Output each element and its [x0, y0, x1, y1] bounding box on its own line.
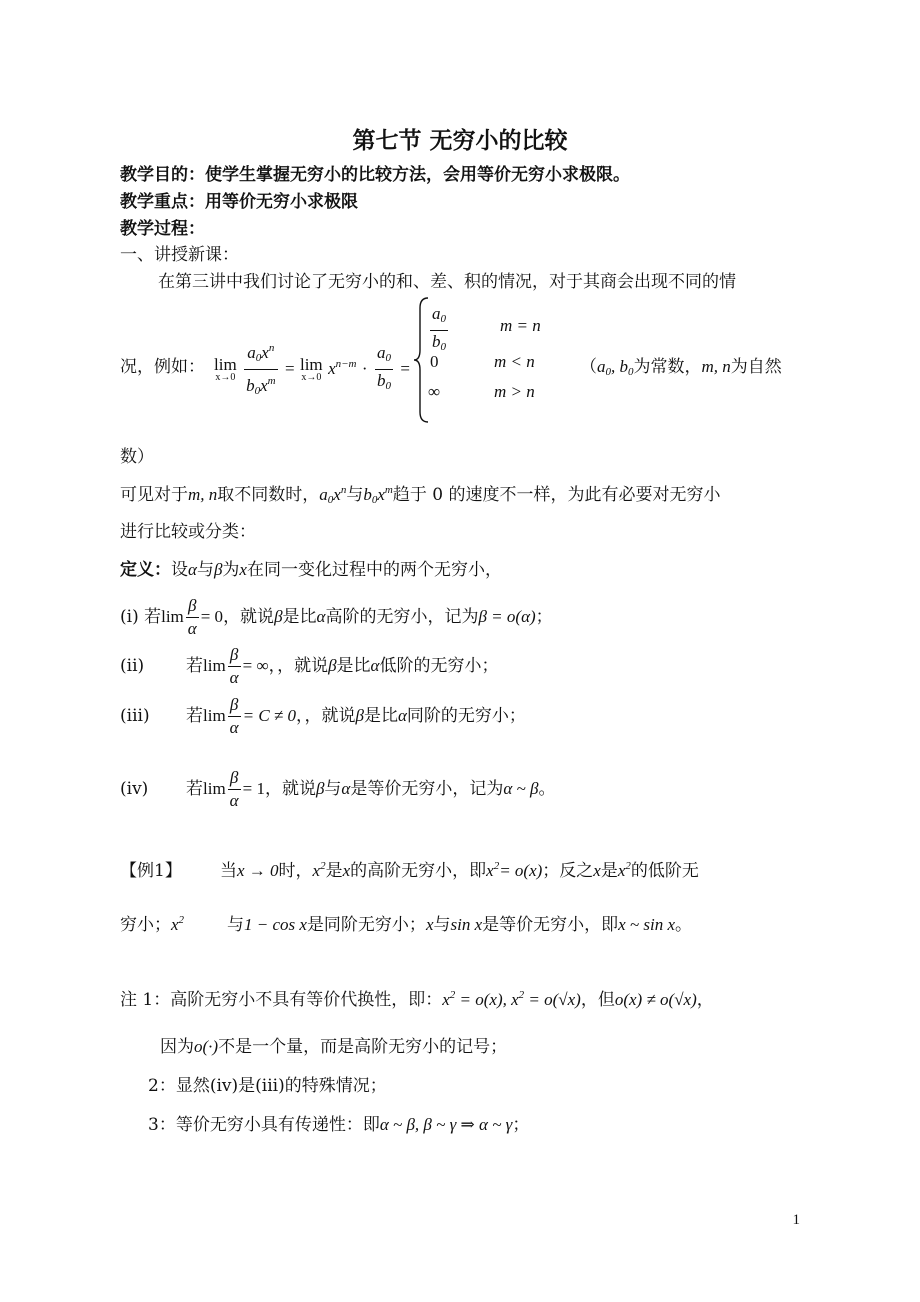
note-2: 2：显然(iv)是(iii)的特殊情况；	[148, 1076, 387, 1096]
example-1: 【例1】 当x → 0时，$x^2$是x的高阶无穷小，即$x^2= o(x)$；反之x是$x^2$的低阶无	[120, 860, 699, 881]
example-1-line-2: 穷小；$x^2$ 与1 − cos x是同阶无穷小；x与sin x是等价无穷小，即x ~ sin x。	[120, 914, 693, 935]
page-number: 1	[792, 1212, 800, 1228]
case-2-condition: m < n	[494, 352, 535, 371]
teaching-goal-text: 使学生掌握无穷小的比较方法，会用等价无穷小求极限。	[205, 165, 630, 185]
case-2-value: 0	[430, 352, 439, 371]
fraction-ratio: $\frac{a_0x^n}{b_0x^m}$	[244, 338, 278, 401]
formula-note: （$a_0$, $b_0$为常数，m, n为自然	[580, 357, 782, 378]
case-3-condition: m > n	[494, 382, 535, 401]
case-1	[428, 304, 450, 357]
teaching-focus	[120, 187, 358, 212]
teaching-focus-label: 教学重点：	[120, 192, 205, 212]
section-heading: 一、讲授新课：	[120, 245, 239, 265]
teaching-goal	[120, 160, 630, 185]
paragraph-2-line-2: 进行比较或分类：	[120, 522, 256, 542]
note-1-line-2: 因为o(·)不是一个量，而是高阶无穷小的记号；	[160, 1037, 508, 1057]
note-1: 注 1：高阶无穷小不具有等价代换性，即：$x^2 = o(x)$, $x^2 = o(√x)$，但o(x) ≠ o(√x)，	[120, 989, 714, 1010]
definition-ii: (ii) 若lim $\frac{\beta}{\alpha}$ = ∞，，就说β是比α低阶的无穷小；	[120, 645, 499, 687]
intro-paragraph: 在第三讲中我们讨论了无穷小的和、差、积的情况，对于其商会出现不同的情	[158, 272, 736, 292]
definition-iii: (iii) 若lim $\frac{\beta}{\alpha}$ = C ≠ 0，，就说β是比α同阶的无穷小；	[120, 695, 526, 737]
lim-operator-2: lim x→0	[299, 354, 323, 383]
fraction-coeff: $\frac{a_0}{b_0}$	[376, 343, 391, 392]
case-1-value: $\frac{a_0}{b_0}$	[432, 304, 446, 353]
formula-note-end: 数）	[120, 447, 154, 467]
teaching-goal-label: 教学目的：	[120, 165, 205, 185]
example-lead: 况，例如：	[120, 357, 205, 377]
teaching-focus-text: 用等价无穷小求极限	[205, 192, 358, 212]
teaching-process-label: 教学过程：	[120, 219, 205, 239]
lim-operator: lim x→0	[214, 354, 237, 383]
limit-formula: lim x→0 $\frac{a_0x^n}{b_0x^m}$ = lim x→0 $x^{n-m}$ · $\frac{a_0}{b_0}$ =	[214, 338, 410, 401]
case-3-value: ∞	[428, 382, 441, 401]
page-title: 第七节 无穷小的比较	[352, 128, 568, 154]
case-1-condition: m = n	[500, 316, 541, 335]
note-3: 3：等价无穷小具有传递性：即α ~ β, β ~ γ ⇒ α ~ γ；	[148, 1115, 530, 1135]
definition-i: (i) 若lim $\frac{\beta}{\alpha}$ = 0，就说β是比α高阶的无穷小，记为β = o(α)；	[120, 596, 553, 638]
definition: 定义：设α与β为x在同一变化过程中的两个无穷小，	[120, 560, 502, 580]
definition-iv: (iv) 若lim $\frac{\beta}{\alpha}$ = 1，就说β与α是等价无穷小，记为α ~ β。	[120, 768, 556, 810]
paragraph-2: 可见对于m, n取不同数时，$a_0x^n$与$b_0x^m$趋于 0 的速度不一样，为此有必要对无穷小	[120, 484, 721, 506]
